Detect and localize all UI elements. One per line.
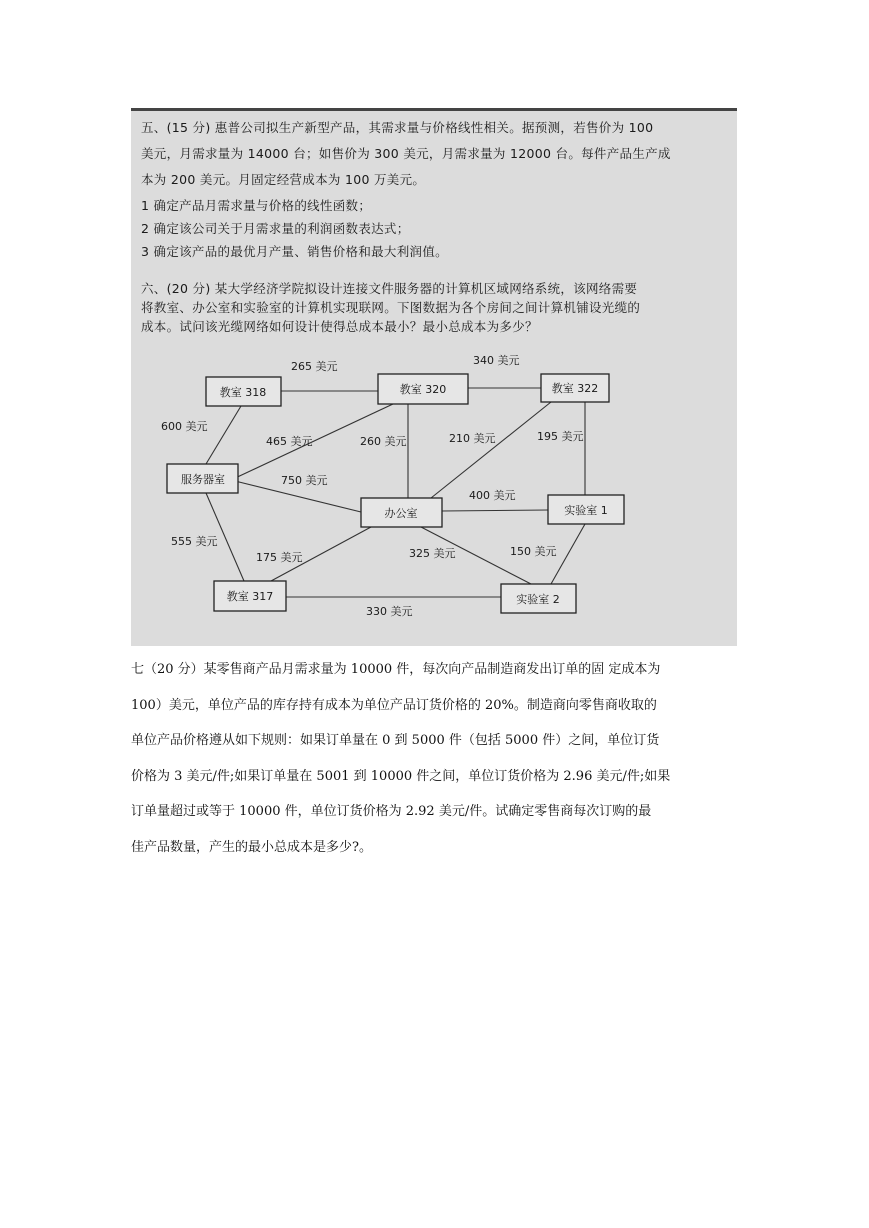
edge-label-c322-lab1: 195 美元 xyxy=(537,430,584,443)
edge-label-office-lab2: 325 美元 xyxy=(409,547,456,560)
node-lab1 xyxy=(548,495,624,524)
q5-item: 2 确定该公司关于月需求量的利润函数表达式； xyxy=(141,221,410,236)
q5-item: 3 确定该产品的最优月产量、销售价格和最大利润值。 xyxy=(141,244,448,259)
network-diagram xyxy=(131,108,737,646)
node-label: 实验室 2 xyxy=(516,593,560,606)
question-7 xyxy=(131,652,746,865)
edge-label-c317-lab2: 330 美元 xyxy=(366,605,413,618)
node-server xyxy=(167,464,238,493)
edge-label-c318-c320: 265 美元 xyxy=(291,360,338,373)
edge-label-server-office: 750 美元 xyxy=(281,474,328,487)
edge-label-c317-office: 175 美元 xyxy=(256,551,303,564)
edge-label-server-c320: 465 美元 xyxy=(266,435,313,448)
edge-label-office-lab1: 400 美元 xyxy=(469,489,516,502)
q7-line: 100）美元，单位产品的库存持有成本为单位产品订货价格的 20%。制造商向零售商收取的 xyxy=(131,697,657,713)
edge-label-c320-c322: 340 美元 xyxy=(473,354,520,367)
node-c318 xyxy=(206,377,281,406)
scanned-exam-image xyxy=(131,108,737,646)
q7-line: 价格为 3 美元/件;如果订单量在 5001 到 10000 件之间，单位订货价格为 2.96 美元/件;如果 xyxy=(131,768,671,784)
q5-item: 1 确定产品月需求量与价格的线性函数； xyxy=(141,198,372,213)
q5-line: 美元，月需求量为 14000 台；如售价为 300 美元，月需求量为 12000 台。每件产品生产成 xyxy=(141,146,671,161)
q7-line: 单位产品价格遵从如下规则：如果订单量在 0 到 5000 件（包括 5000 件）之间，单位订货 xyxy=(131,733,660,748)
q7-line: 订单量超过或等于 10000 件，单位订货价格为 2.92 美元/件。试确定零售商每次订购的最 xyxy=(131,804,652,819)
edge-label-c318-server: 600 美元 xyxy=(161,420,208,433)
edges xyxy=(206,388,585,597)
edge-label-c322-office: 210 美元 xyxy=(449,432,496,445)
q5-line: 本为 200 美元。月固定经营成本为 100 万美元。 xyxy=(141,172,426,187)
node-label: 教室 322 xyxy=(551,382,599,395)
node-c317 xyxy=(214,581,286,611)
edge-c318-server xyxy=(206,406,241,464)
q5-line: 五、(15 分) 惠普公司拟生产新型产品，其需求量与价格线性相关。据预测，若售价为 100 xyxy=(141,120,654,135)
node-label: 教室 317 xyxy=(226,590,274,603)
q6-line: 成本。试问该光缆网络如何设计使得总成本最小？最小总成本为多少？ xyxy=(141,319,538,334)
q6-line: 将教室、办公室和实验室的计算机实现联网。下图数据为各个房间之间计算机铺设光缆的 xyxy=(141,300,641,315)
q7-line: 佳产品数量，产生的最小总成本是多少?。 xyxy=(131,839,372,855)
node-c322 xyxy=(541,374,609,402)
q7-line: 七（20 分）某零售商产品月需求量为 10000 件，每次向产品制造商发出订单的固 定成本为 xyxy=(131,662,661,677)
node-label: 教室 320 xyxy=(399,383,447,396)
node-lab2 xyxy=(501,584,576,613)
node-label: 服务器室 xyxy=(181,473,225,486)
node-label: 办公室 xyxy=(384,507,418,520)
node-label: 教室 318 xyxy=(219,386,267,399)
edge-label-c320-office: 260 美元 xyxy=(360,435,407,448)
node-label: 实验室 1 xyxy=(564,504,608,517)
edge-c322-office xyxy=(431,402,551,498)
edge-label-server-c317: 555 美元 xyxy=(171,535,218,548)
node-office xyxy=(361,498,442,527)
edge-label-lab1-lab2: 150 美元 xyxy=(510,545,557,558)
node-c320 xyxy=(378,374,468,404)
q6-line: 六、(20 分) 某大学经济学院拟设计连接文件服务器的计算机区域网络系统，该网络需要 xyxy=(141,281,638,296)
edge-office-lab1 xyxy=(442,510,548,511)
